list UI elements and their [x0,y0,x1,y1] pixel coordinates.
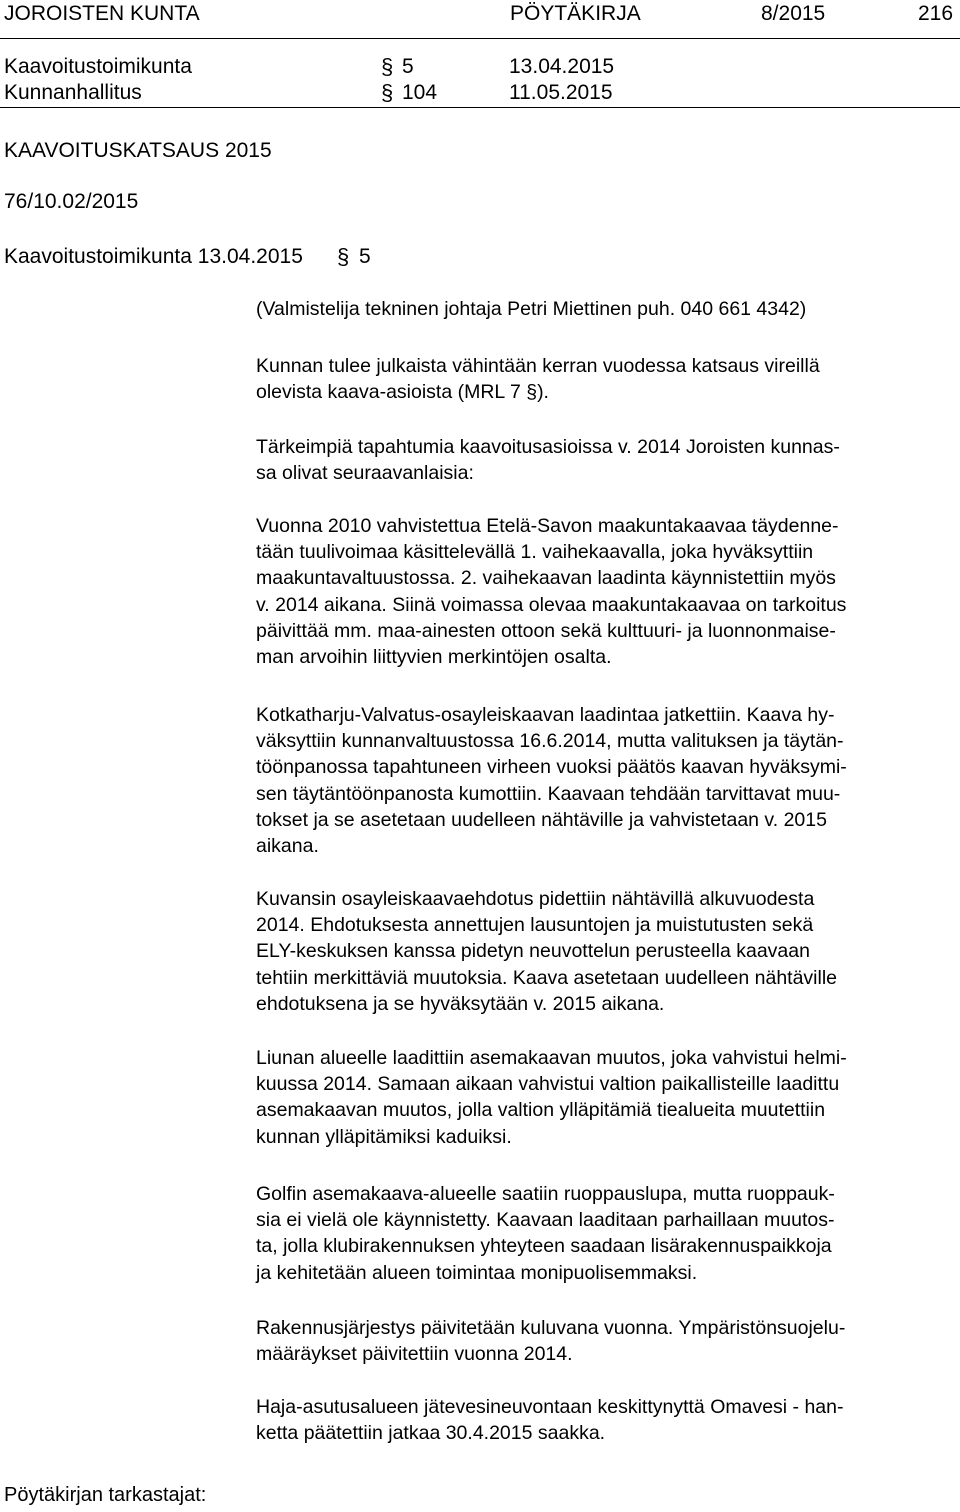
previous-handling-symbol: § [337,244,350,269]
meeting-body-2: Kunnanhallitus [4,81,142,104]
footer-reviewers-label: Pöytäkirjan tarkastajat: [4,1484,207,1506]
document-type: PÖYTÄKIRJA [510,2,641,25]
paragraph-wastewater: Haja-asutusalueen jätevesineuvontaan keskittynyttä Omavesi - han- ketta päätettiin jatkaa 30.4.2015 saakka. [256,1396,844,1445]
meeting-section-1: 5 [402,55,414,78]
meeting-section-2: 104 [402,81,438,104]
page-title: KAAVOITUSKATSAUS 2015 [4,139,272,162]
paragraph-preparer: (Valmistelija tekninen johtaja Petri Miettinen puh. 040 661 4342) [256,298,807,320]
paragraph-intro: Tärkeimpiä tapahtumia kaavoitusasioissa v. 2014 Joroisten kunnas- sa olivat seuraavanlaisia: [256,436,840,485]
protocol-number: 8/2015 [761,2,826,25]
meeting-date-1: 13.04.2015 [509,55,615,78]
section-symbol-2: § [381,80,394,105]
paragraph-kotkatharju: Kotkatharju-Valvatus-osayleiskaavan laadintaa jatkettiin. Kaava hy- väksyttiin kunnanvaltuustossa 16.6.2014, mutta valituksen ja täytän- töönpanossa tapahtuneen virheen vuoksi päätös kaavan hyväksymi- sen täytäntöönpanosta kumottiin. Kaavaan tehdään tarvittavat muu- tokset ja se asetetaan uudelleen nähtäville ja vahvistetaan v. 2015 aikana. [256,704,847,858]
paragraph-golf: Golfin asemakaava-alueelle saatiin ruoppauslupa, mutta ruoppauk- sia ei vielä ole käynnistetty. Kaavaan laaditaan parhaillaan muutos- ta, jolla klubirakennuksen yhteyteen saadaan lisärakennuspaikkoja ja kehitetään alueen toimintaa monipuolisemmaksi. [256,1183,835,1284]
meeting-date-2: 11.05.2015 [509,81,613,104]
previous-handling-section: 5 [359,245,371,268]
page-number: 216 [918,2,954,25]
paragraph-regional-plan: Vuonna 2010 vahvistettua Etelä-Savon maakuntakaavaa täydenne- tään tuulivoimaa käsittelevällä 1. vaihekaavalla, joka hyväksyttiin maakuntavaltuustossa. 2. vaihekaavan laadinta käynnistettiin myös v. 2014 aikana. Siinä voimassa olevaa maakuntakaavaa on tarkoitus päivittää mm. maa-ainesten ottoon sekä kulttuuri- ja luonnonmaise- man arvoihin liittyvien merkintöjen osalta. [256,515,847,669]
organization-name: JOROISTEN KUNTA [4,2,200,25]
paragraph-kuvansi: Kuvansin osayleiskaavaehdotus pidettiin nähtävillä alkuvuodesta 2014. Ehdotuksesta annettujen lausuntojen ja muistutusten sekä ELY-keskuksen kanssa pidetyn neuvottelun perusteella kaavaan tehtiin merkittäviä muutoksia. Kaava asetetaan uudelleen nähtäville ehdotuksena ja se hyväksytään v. 2015 aikana. [256,888,838,1015]
paragraph-building-code: Rakennusjärjestys päivitetään kuluvana vuonna. Ympäristönsuojelu- määräykset päivitettiin vuonna 2014. [256,1317,846,1366]
paragraph-obligation: Kunnan tulee julkaista vähintään kerran vuodessa katsaus vireillä olevista kaava-asioista (MRL 7 §). [256,355,820,404]
header-divider [0,38,960,39]
section-symbol-1: § [381,54,394,79]
previous-handling-body: Kaavoitustoimikunta 13.04.2015 [4,245,303,268]
paragraph-liuna: Liunan alueelle laadittiin asemakaavan muutos, joka vahvistui helmi- kuussa 2014. Samaan aikaan vahvistui valtion paikallisteille laadittu asemakaavan muutos, jolla valtion ylläpitämiä tiealueita muutettiin kunnan ylläpitämiksi kaduiksi. [256,1047,847,1148]
meeting-body-1: Kaavoitustoimikunta [4,55,192,78]
reference-number: 76/10.02/2015 [4,190,139,213]
meetings-divider [0,107,960,108]
